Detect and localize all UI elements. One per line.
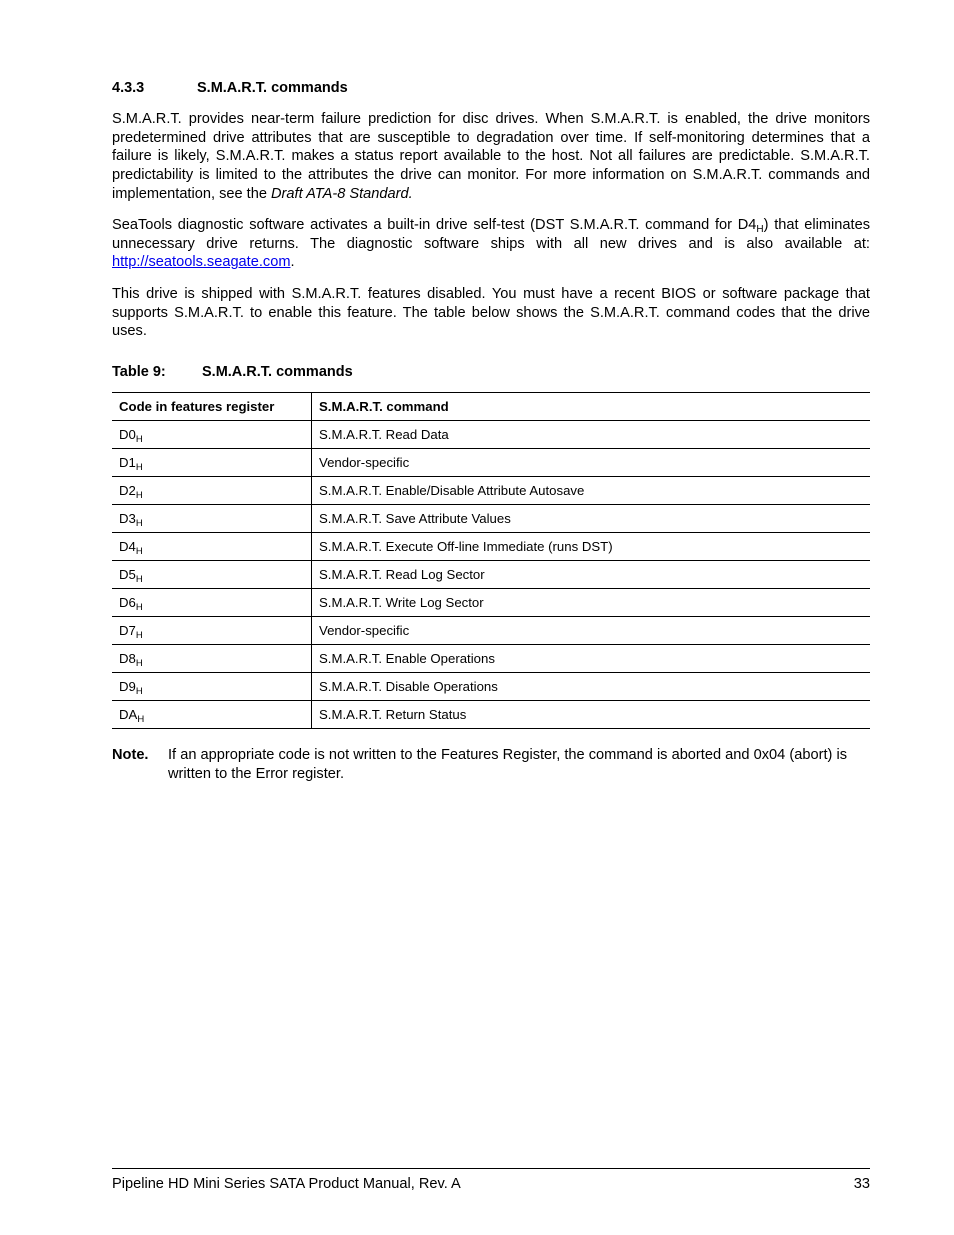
code-value: D3 (119, 511, 136, 526)
code-cell (112, 421, 312, 449)
table-row (112, 449, 870, 477)
table-title: S.M.A.R.T. commands (202, 364, 353, 380)
footer-title: Pipeline HD Mini Series SATA Product Manual, Rev. A (112, 1176, 461, 1192)
code-value: D2 (119, 483, 136, 498)
section-number: 4.3.3 (112, 80, 145, 96)
command-cell: S.M.A.R.T. Read Log Sector (312, 561, 871, 589)
code-value: D1 (119, 455, 136, 470)
code-cell (112, 449, 312, 477)
command-cell: S.M.A.R.T. Enable Operations (312, 645, 871, 673)
table-row (112, 561, 870, 589)
code-cell (112, 617, 312, 645)
footer-divider (112, 1168, 870, 1169)
paragraph-shipping-info: This drive is shipped with S.M.A.R.T. features disabled. You must have a recent BIOS or software package that supports S.M.A.R.T. to enable this feature. The table below shows the S.M.A.R.T. command codes that the drive uses. (112, 286, 870, 340)
command-cell: S.M.A.R.T. Write Log Sector (312, 589, 871, 617)
table-row (112, 645, 870, 673)
code-cell (112, 505, 312, 533)
code-subscript: H (135, 602, 143, 613)
code-subscript: H (135, 686, 143, 697)
note-label: Note. (112, 747, 149, 763)
command-cell: Vendor-specific (312, 449, 871, 477)
command-cell: S.M.A.R.T. Disable Operations (312, 673, 871, 701)
paragraph-smart-intro (112, 110, 870, 204)
code-subscript: H (135, 546, 143, 557)
section-heading (112, 80, 348, 96)
code-value: D8 (119, 651, 136, 666)
paragraph-2-end: . (290, 254, 295, 271)
command-cell: S.M.A.R.T. Execute Off-line Immediate (runs DST) (312, 533, 871, 561)
section-title: S.M.A.R.T. commands (197, 80, 348, 96)
smart-commands-table (112, 392, 870, 729)
code-value: D6 (119, 595, 136, 610)
command-cell: S.M.A.R.T. Read Data (312, 421, 871, 449)
table-row (112, 477, 870, 505)
code-subscript: H (135, 658, 143, 669)
ata-standard-reference: Draft ATA-8 Standard. (271, 185, 413, 202)
page-footer (112, 1176, 870, 1192)
paragraph-1-text: S.M.A.R.T. provides near-term failure prediction for disc drives. When S.M.A.R.T. is enabled, the drive monitors predetermined drive attributes that are susceptible to degradation over time. If self-monitoring determines that a failure is likely, S.M.A.R.T. makes a status report available to the host. Not all failures are predictable. S.M.A.R.T. predictability is limited to the attributes the drive can monitor. For more information on S.M.A.R.T. commands and implementation, see the (112, 111, 870, 202)
table-row (112, 421, 870, 449)
code-cell (112, 561, 312, 589)
code-subscript: H (135, 518, 143, 529)
code-cell (112, 589, 312, 617)
code-value: D4 (119, 539, 136, 554)
note-text: If an appropriate code is not written to the Features Register, the command is aborted and 0x04 (abort) is written to the Error register. (168, 747, 847, 782)
code-subscript: H (135, 574, 143, 585)
code-cell (112, 701, 312, 729)
code-value: D5 (119, 567, 136, 582)
code-cell (112, 673, 312, 701)
code-cell (112, 533, 312, 561)
table-row (112, 505, 870, 533)
code-subscript: H (135, 462, 143, 473)
table-row (112, 589, 870, 617)
paragraph-seatools (112, 216, 870, 272)
paragraph-2-after: ) that eliminates unnecessary drive returns. The diagnostic software ships with all new drives and is also available at: (112, 217, 870, 252)
code-cell (112, 645, 312, 673)
code-subscript: H (135, 490, 143, 501)
command-cell: S.M.A.R.T. Save Attribute Values (312, 505, 871, 533)
code-subscript: H (137, 714, 145, 725)
code-value: DA (119, 707, 138, 722)
code-value: D7 (119, 623, 136, 638)
table-label: Table 9: (112, 364, 166, 380)
hex-subscript: H (756, 224, 764, 235)
table-row (112, 701, 870, 729)
table-row (112, 617, 870, 645)
code-cell (112, 477, 312, 505)
command-cell: S.M.A.R.T. Enable/Disable Attribute Autosave (312, 477, 871, 505)
paragraph-2-before: SeaTools diagnostic software activates a built-in drive self-test (DST S.M.A.R.T. command for D4 (112, 217, 757, 233)
page-number: 33 (853, 1176, 870, 1192)
command-cell: S.M.A.R.T. Return Status (312, 701, 871, 729)
column-header-command: S.M.A.R.T. command (312, 393, 871, 421)
table-caption (112, 364, 353, 380)
table-row (112, 673, 870, 701)
code-subscript: H (135, 630, 143, 641)
command-cell: Vendor-specific (312, 617, 871, 645)
table-header-row (112, 393, 870, 421)
table-row (112, 533, 870, 561)
code-value: D9 (119, 679, 136, 694)
note-block (112, 746, 870, 784)
code-subscript: H (135, 434, 143, 445)
column-header-code: Code in features register (112, 393, 312, 421)
code-value: D0 (119, 427, 136, 442)
seatools-link[interactable]: http://seatools.seagate.com (112, 254, 291, 271)
